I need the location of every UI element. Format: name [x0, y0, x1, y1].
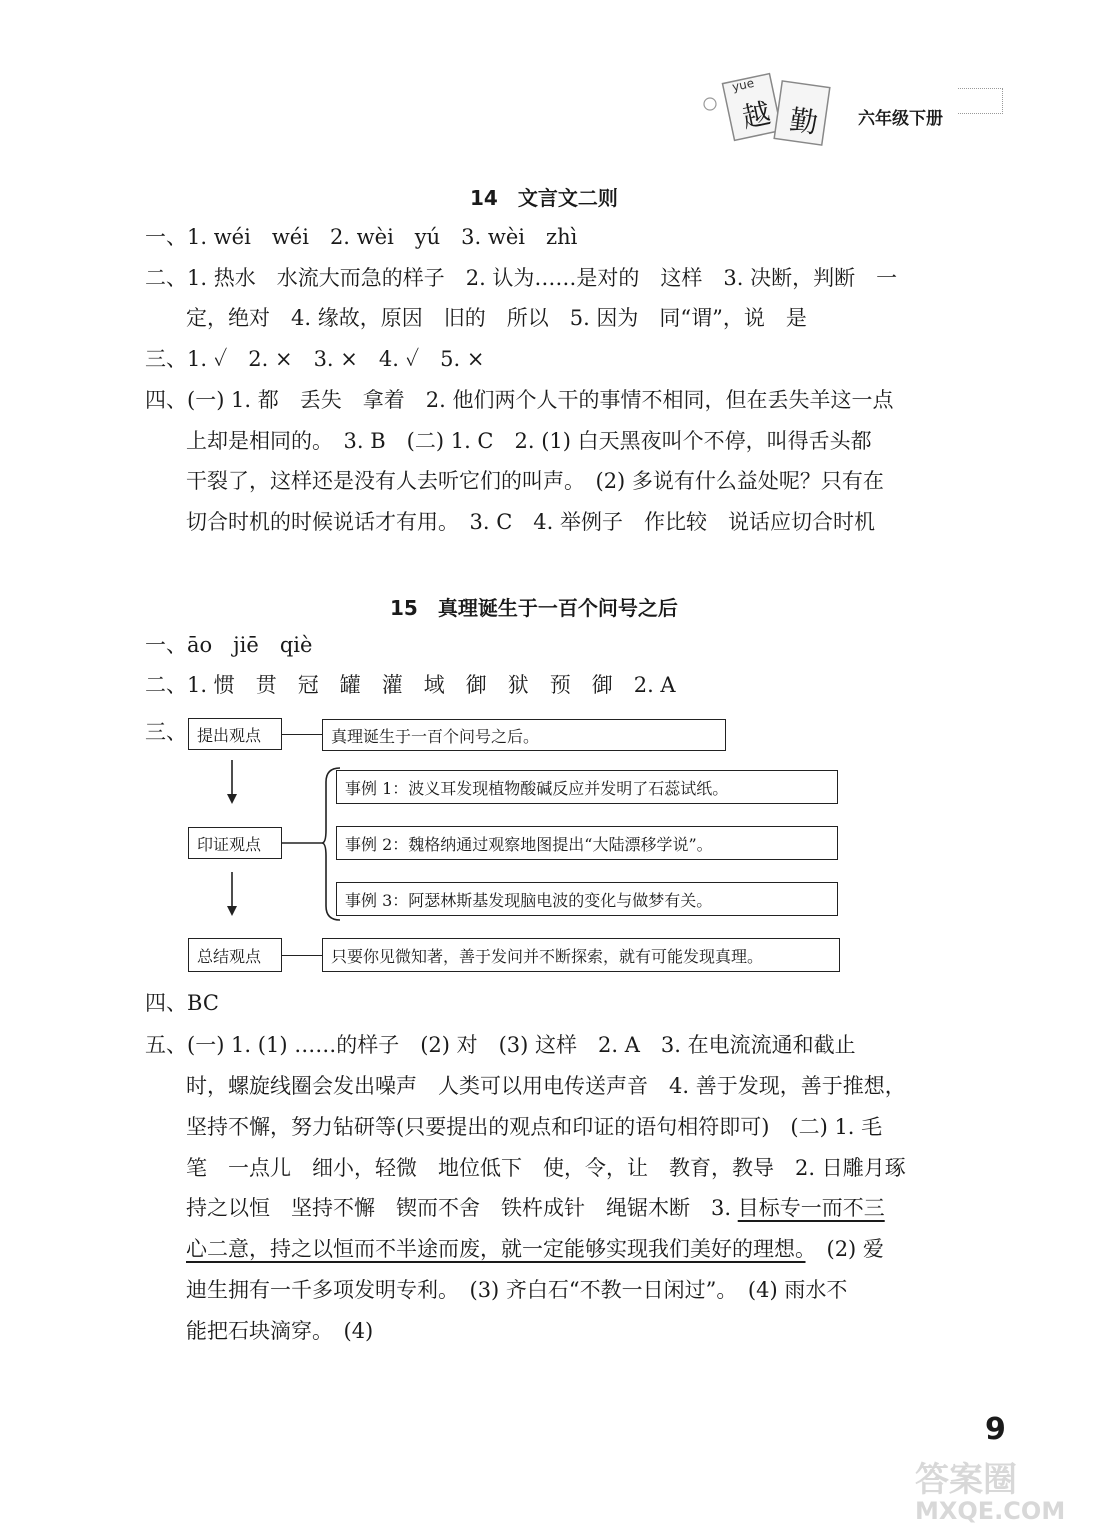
s15-p5-line-2: 时，螺旋线圈会发出噪声 人类可以用电传送声音 4. 善于发现，善于推想，: [186, 1074, 906, 1098]
connector: [282, 734, 322, 735]
logo-char-2: 勤: [787, 103, 820, 140]
watermark-bottom: MXQE.COM: [915, 1497, 1066, 1525]
watermark: [915, 1462, 1065, 1524]
s14-line-6: 上却是相同的。 3. B (二) 1. C 2. (1) 白天黑夜叫个不停，叫得舌头都: [186, 429, 872, 453]
s14-line-5: 四、(一) 1. 都 丢失 拿着 2. 他们两个人干的事情不相同，但在丢失羊这一点: [145, 388, 894, 412]
conclude-viewpoint-box: 总结观点: [188, 938, 282, 972]
s15-line-4: 四、BC: [145, 991, 219, 1015]
s15-line-2: 二、1. 惯 贯 冠 罐 灌 域 御 狱 预 御 2. A: [145, 673, 676, 697]
example-1-box: 事例 1：波义耳发现植物酸碱反应并发明了石蕊试纸。: [336, 770, 838, 804]
s14-line-2: 二、1. 热水 水流大而急的样子 2. 认为……是对的 这样 3. 决断，判断 一: [145, 266, 898, 290]
page-number: 9: [985, 1412, 1006, 1447]
down-arrow-icon: [222, 760, 242, 806]
logo-char-1: 越: [739, 96, 774, 135]
prove-viewpoint-box: 印证观点: [188, 827, 282, 859]
s15-p5-line-5: [186, 1193, 885, 1223]
grade-label: 六年级下册: [858, 109, 943, 129]
watermark-top: 答案圈: [915, 1460, 1017, 1500]
s15-p5-line-7: 迪生拥有一千多项发明专利。 (3) 齐白石“不教一日闲过”。 (4) 雨水不: [186, 1278, 848, 1302]
s14-line-3: 定，绝对 4. 缘故，原因 旧的 所以 5. 因为 同“谓”，说 是: [186, 306, 807, 330]
connector: [282, 955, 322, 956]
s15-p5-line-8: 能把石块滴穿。 (4): [186, 1319, 374, 1343]
logo-pinyin: yue: [730, 75, 756, 95]
s15-line-1: 一、āo jiē qiè: [145, 633, 313, 657]
s15-p5-line-6-underlined: 心二意，持之以恒而不半途而废，就一定能够实现我们美好的理想。: [186, 1237, 806, 1261]
bracket-connector: [282, 760, 342, 930]
s14-line-1: 一、1. wéi wéi 2. wèi yú 3. wèi zhì: [145, 225, 578, 249]
s14-line-4: 三、1. ✓ 2. × 3. × 4. ✓ 5. ×: [145, 347, 485, 371]
s15-p5-line-1: 五、(一) 1. (1) ……的样子 (2) 对 (3) 这样 2. A 3. 在电流流通和截止: [145, 1033, 856, 1057]
s15-p5-line-5-underlined: 目标专一而不三: [737, 1196, 885, 1220]
raise-viewpoint-box: 提出观点: [188, 718, 282, 750]
conclude-viewpoint-content: 只要你见微知著，善于发问并不断探索，就有可能发现真理。: [322, 938, 840, 972]
s15-p5-line-4: 笔 一点儿 细小，轻微 地位低下 使，令，让 教育，教导 2. 日雕月琢: [186, 1156, 906, 1180]
section15-title: 15 真理诞生于一百个问号之后: [390, 596, 678, 620]
example-2-box: 事例 2：魏格纳通过观察地图提出“大陆漂移学说”。: [336, 826, 838, 860]
s15-p5-line-3: 坚持不懈，努力钻研等(只要提出的观点和印证的语句相符即可) (二) 1. 毛: [186, 1115, 883, 1139]
s15-p5-line-6: [186, 1234, 884, 1264]
s15-p5-line-5-text: 持之以恒 坚持不懈 锲而不舍 铁杵成针 绳锯木断 3.: [186, 1196, 738, 1220]
s14-line-8: 切合时机的时候说话才有用。 3. C 4. 举例子 作比较 说话应切合时机: [186, 510, 875, 534]
s14-line-7: 干裂了，这样还是没有人去听它们的叫声。 (2) 多说有什么益处呢？只有在: [186, 469, 884, 493]
down-arrow-icon: [222, 872, 242, 918]
raise-viewpoint-content: 真理诞生于一百个问号之后。: [322, 719, 726, 751]
section14-title: 14 文言文二则: [470, 186, 618, 210]
example-3-box: 事例 3：阿瑟林斯基发现脑电波的变化与做梦有关。: [336, 882, 838, 916]
logo-badge: [690, 70, 840, 150]
header-dotted-rule: [958, 88, 1003, 114]
s15-part3-label: 三、: [145, 720, 187, 744]
s15-p5-line-6-text: (2) 爱: [805, 1237, 884, 1261]
